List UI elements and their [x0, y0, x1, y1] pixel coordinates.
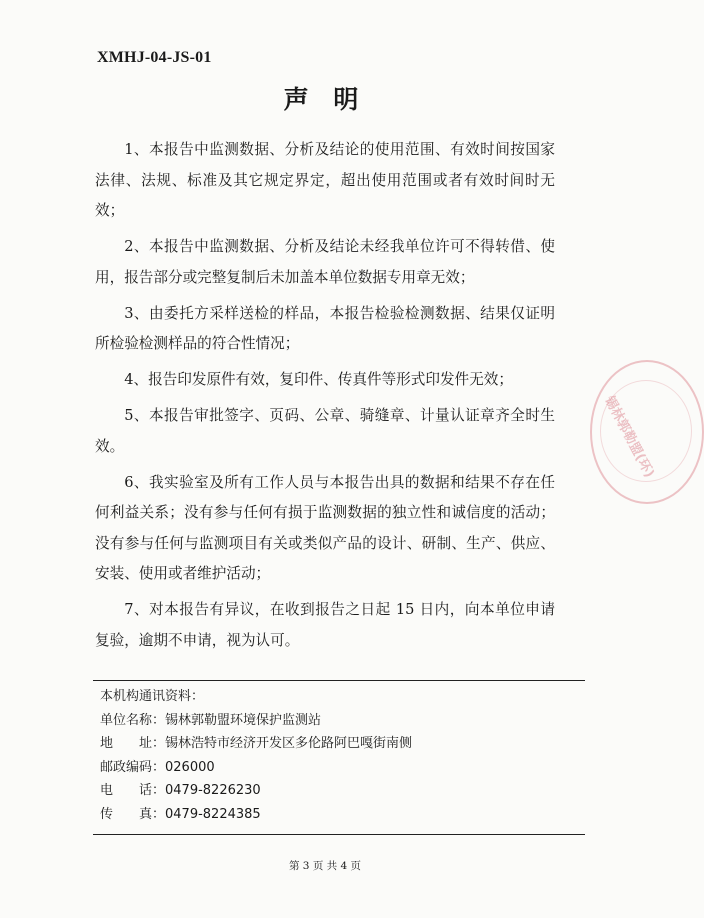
- contact-row-postcode: [100, 756, 585, 780]
- clause: 6、我实验室及所有工作人员与本报告出具的数据和结果不存在任何利益关系；没有参与任何有损于监测数据的独立性和诚信度的活动；没有参与任何与监测项目有关或类似产品的设计、研制、生产、供应、安装、使用或者维护活动；: [95, 473, 555, 582]
- contact-info-block: [93, 680, 585, 835]
- contact-value: 锡林郭勒盟环境保护监测站: [165, 712, 322, 728]
- contact-row-address: [100, 732, 585, 756]
- contact-heading: 本机构通讯资料：: [100, 689, 205, 704]
- contact-label: 单位名称：: [100, 712, 166, 728]
- contact-value: 0479-8224385: [165, 806, 261, 822]
- clause: 2、本报告中监测数据、分析及结论未经我单位许可不得转借、使用，报告部分或完整复制后未加盖本单位数据专用章无效；: [95, 238, 555, 286]
- contact-label: 传 真：: [100, 806, 166, 822]
- contact-row-fax: [100, 803, 585, 827]
- clause: 5、本报告审批签字、页码、公章、骑缝章、计量认证章齐全时生效。: [95, 407, 555, 455]
- clause: 7、对本报告有异议，在收到报告之日起 15 日内，向本单位申请复验，逾期不申请，视为认可。: [95, 601, 555, 649]
- page-title: 声 明: [283, 85, 367, 114]
- contact-label: 邮政编码：: [100, 759, 166, 775]
- document-code: XMHJ-04-JS-01: [97, 49, 212, 66]
- contact-value: 026000: [165, 759, 215, 775]
- statement-clauses: [95, 135, 555, 662]
- contact-value: 0479-8226230: [165, 783, 261, 798]
- contact-row-phone: [100, 779, 585, 803]
- contact-label: 地 址：: [100, 736, 166, 751]
- clause: 3、由委托方采样送检的样品，本报告检验检测数据、结果仅证明所检验检测样品的符合性情况；: [95, 304, 555, 352]
- contact-row-unit: [100, 709, 585, 733]
- contact-label: 电 话：: [100, 783, 166, 798]
- clause: 1、本报告中监测数据、分析及结论的使用范围、有效时间按国家法律、法规、标准及其它规定界定，超出使用范围或者有效时间时无效；: [95, 141, 555, 219]
- page-number: 第 3 页 共 4 页: [288, 860, 362, 872]
- contact-value: 锡林浩特市经济开发区多伦路阿巴嘎街南侧: [165, 736, 413, 751]
- seal-stamp-text: 锡林郭勒盟(环): [601, 393, 657, 481]
- clause: 4、报告印发原件有效，复印件、传真件等形式印发件无效；: [124, 371, 513, 388]
